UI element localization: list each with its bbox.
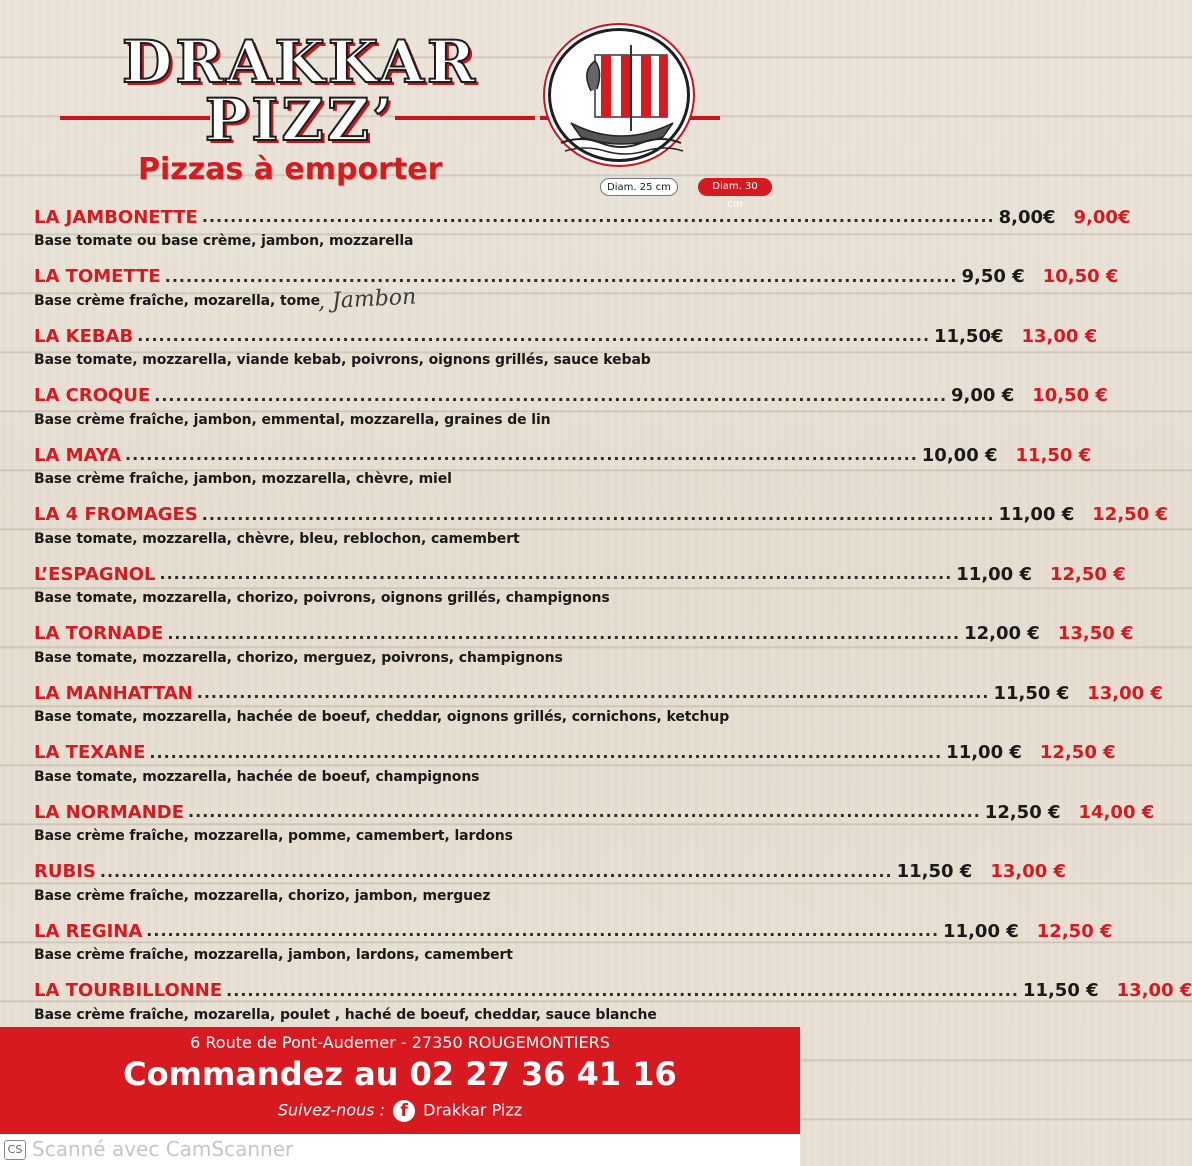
pizza-item (34, 855, 1067, 915)
price-30cm: 12,50 € (1050, 563, 1126, 585)
pizza-name: LA REGINA (34, 920, 143, 942)
pizza-name: LA KEBAB (34, 325, 134, 347)
price-25cm: 9,50 € (961, 266, 1025, 287)
size-badge-30cm: Diam. 30 cm (698, 178, 772, 196)
price-25cm: 11,50 € (993, 682, 1070, 704)
pizza-name: LA CROQUE (34, 385, 151, 406)
price-30cm: 13,50 € (1057, 623, 1134, 644)
pizza-name: L’ESPAGNOL (34, 563, 156, 585)
price-25cm: 12,00 € (964, 623, 1040, 644)
pizza-item (34, 617, 1134, 677)
social-follow (0, 1100, 800, 1122)
price-30cm: 10,50 € (1032, 385, 1108, 406)
dot-leader: ................................................................................................................ (99, 861, 893, 881)
pizza-description: Base crème fraîche, mozarella, tome (34, 292, 321, 309)
price-25cm: 8,00€ (998, 206, 1056, 228)
pizza-description: Base tomate, mozzarella, chèvre, bleu, reblochon, camembert (34, 530, 520, 547)
facebook-icon: f (393, 1100, 415, 1122)
pizza-line (34, 383, 1108, 409)
price-30cm: 13,00 € (1116, 980, 1192, 1001)
pizza-description: Base crème fraîche, jambon, emmental, mozzarella, graines de lin (34, 411, 551, 428)
dot-leader: ................................................................................................................ (188, 802, 981, 821)
camscanner-icon: CS (4, 1140, 26, 1160)
price-30cm: 12,50 € (1036, 920, 1113, 942)
pizza-description: Base tomate, mozzarella, chorizo, poivrons, oignons grillés, champignons (34, 590, 610, 606)
pizza-name: LA TOURBILLONNE (34, 980, 223, 1001)
price-30cm: 11,50 € (1015, 444, 1092, 466)
pizza-item (34, 974, 1192, 1034)
order-phone: Commandez au 02 27 36 41 16 (123, 1055, 677, 1093)
price-25cm: 11,50 € (896, 861, 973, 882)
dot-leader: ................................................................................................................ (149, 742, 943, 762)
price-30cm: 12,50 € (1092, 504, 1169, 525)
menu-title: Pizzas à emporter (138, 152, 443, 187)
pizza-description: Base tomate, mozzarella, hachée de boeuf, cheddar, oignons grillés, cornichons, ketchup (34, 709, 730, 725)
pizza-name: LA 4 FROMAGES (34, 504, 198, 525)
price-25cm: 10,00 € (921, 444, 998, 466)
price-25cm: 11,00 € (943, 920, 1019, 942)
price-30cm: 10,50 € (1042, 266, 1119, 287)
dot-leader: ................................................................................................................ (146, 921, 940, 940)
pizza-line (34, 918, 1113, 944)
pizza-line (34, 621, 1134, 647)
price-25cm: 11,00 € (998, 504, 1075, 525)
viking-ship-icon (548, 28, 690, 162)
dot-leader: ................................................................................................................ (137, 326, 931, 345)
pizza-description: Base tomate, mozzarella, viande kebab, poivrons, oignons grillés, sauce kebab (34, 352, 651, 368)
pizza-line (34, 442, 1092, 468)
menu-header (0, 0, 800, 210)
pizza-line (34, 799, 1155, 825)
dot-leader: ................................................................................................................ (201, 207, 995, 226)
price-25cm: 11,50 € (1022, 980, 1099, 1001)
price-30cm: 13,00 € (1021, 325, 1098, 347)
scanner-text: Scanné avec CamScanner (32, 1137, 294, 1161)
pizza-description: Base tomate ou base crème, jambon, mozzarella (34, 233, 414, 249)
pizza-item (34, 557, 1126, 617)
pizza-description: Base crème fraîche, jambon, mozzarella, chèvre, miel (34, 471, 452, 487)
pizza-line (34, 859, 1067, 885)
follow-label: Suivez-nous : (277, 1100, 385, 1120)
dot-leader: ................................................................................................................ (164, 266, 958, 286)
pizza-line (34, 561, 1126, 587)
pizza-item (34, 319, 1098, 379)
pizza-line (34, 978, 1192, 1004)
pizza-description: Base crème fraîche, mozzarella, chorizo, jambon, merguez (34, 887, 491, 904)
pizza-item (34, 438, 1092, 498)
pizza-description: Base crème fraîche, mozarella, poulet , haché de boeuf, cheddar, sauce blanche (34, 1006, 657, 1023)
brand-name-line2: PIZZ’ (204, 86, 396, 154)
pizza-description: Base tomate, mozzarella, hachée de boeuf, champignons (34, 768, 480, 785)
price-25cm: 11,00 € (946, 742, 1022, 763)
pizza-item (34, 379, 1108, 439)
footer-banner (0, 1027, 800, 1134)
pizza-line (34, 680, 1163, 706)
pizza-line (34, 264, 1119, 290)
handwritten-note: , Jambon (317, 284, 417, 315)
pizza-name: LA TOMETTE (34, 266, 161, 287)
pizza-line (34, 204, 1131, 230)
pizza-item (34, 914, 1113, 974)
price-30cm: 12,50 € (1039, 742, 1116, 763)
price-30cm: 14,00 € (1078, 801, 1155, 823)
pizza-line (34, 502, 1169, 528)
brand-name-line1: DRAKKAR (121, 28, 479, 96)
price-25cm: 9,00 € (951, 385, 1015, 406)
pizza-name: LA TEXANE (34, 742, 146, 763)
pizza-description: Base crème fraîche, mozzarella, jambon, lardons, camembert (34, 947, 513, 963)
pizza-item (34, 736, 1116, 796)
dot-leader: ................................................................................................................ (159, 564, 953, 583)
dot-leader: ................................................................................................................ (125, 445, 918, 464)
pizza-description: Base crème fraîche, mozzarella, pomme, camembert, lardons (34, 828, 513, 844)
pizza-item (34, 676, 1163, 736)
pizza-name: LA NORMANDE (34, 801, 185, 823)
pizza-name: LA TORNADE (34, 623, 164, 644)
pizza-line (34, 323, 1098, 349)
pizza-item (34, 795, 1155, 855)
pizza-name: RUBIS (34, 861, 96, 882)
scanner-watermark (0, 1134, 800, 1166)
pizza-item (34, 498, 1169, 558)
price-30cm: 13,00 € (1087, 682, 1163, 704)
price-25cm: 11,50€ (934, 325, 1004, 347)
facebook-page-name: Drakkar Pizz (423, 1100, 523, 1120)
pizza-name: LA MANHATTAN (34, 682, 193, 704)
pizza-list (34, 200, 1192, 1033)
pizza-name: LA MAYA (34, 444, 122, 466)
price-25cm: 11,00 € (956, 563, 1032, 585)
price-25cm: 12,50 € (984, 801, 1061, 823)
price-30cm: 13,00 € (990, 861, 1067, 882)
dot-leader: ................................................................................................................ (154, 385, 948, 405)
dot-leader: ................................................................................................................ (196, 683, 990, 702)
dot-leader: ................................................................................................................ (201, 504, 995, 524)
dot-leader: ................................................................................................................ (226, 980, 1019, 1000)
size-badge-25cm: Diam. 25 cm (600, 178, 678, 196)
address: 6 Route de Pont-Audemer - 27350 ROUGEMONTIERS (190, 1033, 610, 1052)
pizza-name: LA JAMBONETTE (34, 206, 198, 228)
dot-leader: ................................................................................................................ (167, 623, 961, 643)
price-30cm: 9,00€ (1073, 206, 1131, 228)
pizza-description: Base tomate, mozzarella, chorizo, merguez, poivrons, champignons (34, 649, 563, 666)
pizza-item (34, 260, 1119, 320)
pizza-line (34, 740, 1116, 766)
pizza-item (34, 200, 1131, 260)
